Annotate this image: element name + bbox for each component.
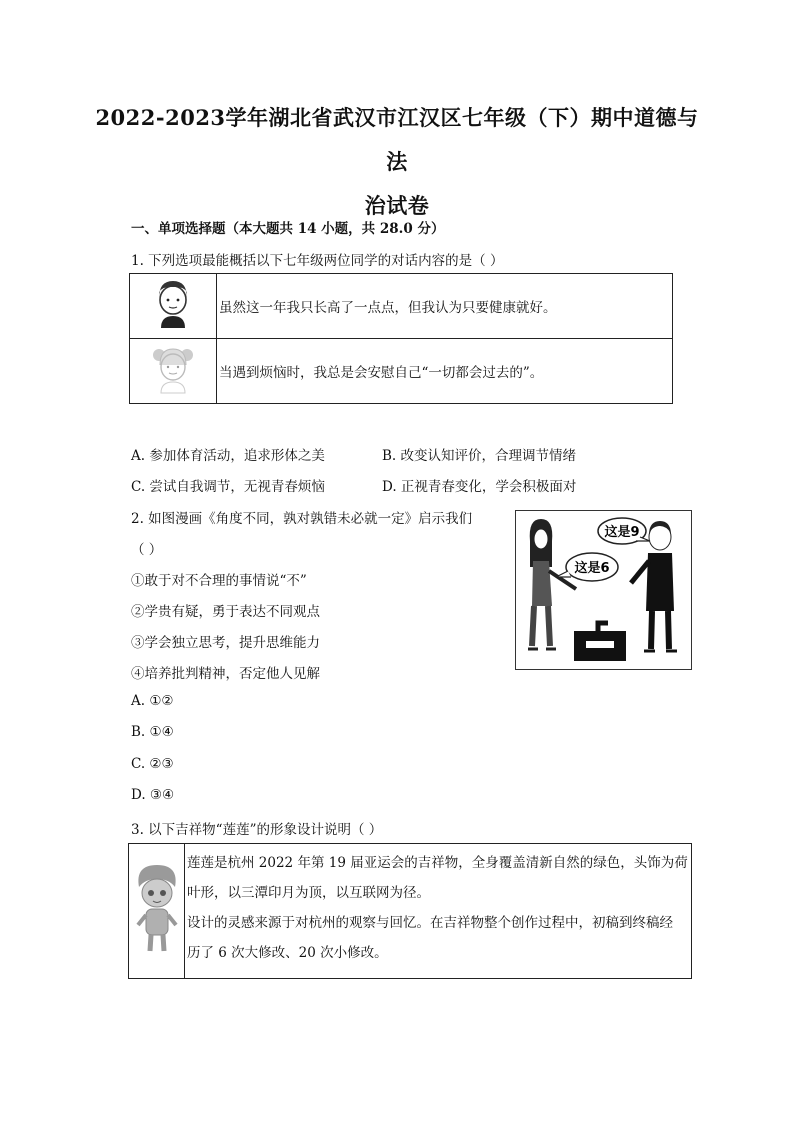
table-row — [129, 844, 692, 979]
q1-row-1-text: 虽然这一年我只长高了一点点，但我认为只要健康就好。 — [217, 274, 673, 339]
table-row — [130, 339, 673, 404]
q3-line-2: 叶形，以三潭印月为顶，以互联网为径。 — [187, 885, 430, 901]
girl-avatar — [130, 339, 217, 404]
q2-item-4: ④培养批判精神，否定他人见解 — [131, 666, 320, 682]
q2-item-3: ③学会独立思考，提升思维能力 — [131, 635, 320, 651]
q3-line-4: 历了 6 次大修改、20 次小修改。 — [187, 945, 388, 961]
q2-option-c[interactable]: C. ②③ — [131, 756, 174, 772]
q2-stem: 2. 如图漫画《角度不同，孰对孰错未必就一定》启示我们 — [131, 511, 473, 527]
q3-line-3: 设计的灵感来源于对杭州的观察与回忆。在吉祥物整个创作过程中，初稿到终稿经 — [187, 915, 673, 931]
q1-option-b[interactable]: B. 改变认知评价，合理调节情绪 — [382, 448, 577, 464]
section-heading: 一、单项选择题（本大题共 14 小题，共 28.0 分） — [131, 221, 445, 237]
q3-description — [185, 844, 692, 979]
table-row — [130, 274, 673, 339]
title-line-2: 治试卷 — [364, 193, 430, 218]
q1-option-a[interactable]: A. 参加体育活动，追求形体之美 — [131, 448, 325, 464]
q2-item-2: ②学贵有疑，勇于表达不同观点 — [131, 604, 320, 620]
q2-option-a[interactable]: A. ①② — [131, 693, 174, 709]
q1-option-c[interactable]: C. 尝试自我调节，无视青春烦恼 — [131, 479, 325, 495]
exam-title — [90, 96, 704, 228]
q1-stem: 1. 下列选项最能概括以下七年级两位同学的对话内容的是（ ） — [131, 253, 504, 269]
boy-avatar — [130, 274, 217, 339]
bubble-six: 这是6 — [574, 561, 610, 576]
q2-cartoon — [515, 510, 692, 670]
title-line-1: 2022-2023学年湖北省武汉市江汉区七年级（下）期中道德与法 — [95, 105, 699, 174]
q3-line-1: 莲莲是杭州 2022 年第 19 届亚运会的吉祥物，全身覆盖清新自然的绿色，头饰为荷 — [187, 855, 688, 871]
q2-option-d[interactable]: D. ③④ — [131, 787, 175, 803]
lianlian-mascot-image — [129, 844, 185, 979]
q2-item-1: ①敢于对不合理的事情说“不” — [131, 573, 307, 589]
q1-dialogue-table — [129, 273, 673, 404]
q1-option-d[interactable]: D. 正视青春变化，学会积极面对 — [382, 479, 577, 495]
q1-row-2-text: 当遇到烦恼时，我总是会安慰自己“一切都会过去的”。 — [217, 339, 673, 404]
q2-paren: （ ） — [131, 542, 163, 558]
q3-stem: 3. 以下吉祥物“莲莲”的形象设计说明（ ） — [131, 822, 383, 838]
bubble-nine: 这是9 — [604, 525, 640, 540]
q2-option-b[interactable]: B. ①④ — [131, 724, 174, 740]
q3-mascot-table — [128, 843, 692, 979]
